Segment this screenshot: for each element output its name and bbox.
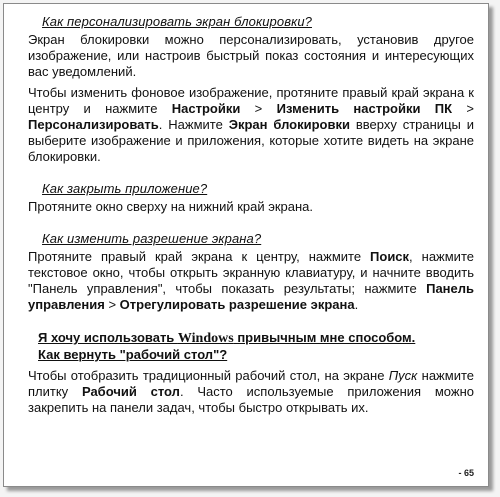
text-run: Windows bbox=[177, 331, 234, 346]
section-heading-desktop bbox=[28, 330, 474, 363]
page-number: - 65 bbox=[458, 468, 474, 478]
ui-term-settings: Настройки bbox=[171, 101, 241, 116]
question-heading-resolution: Как изменить разрешение экрана? bbox=[42, 231, 262, 246]
ui-term-control-panel: Панель управления bbox=[28, 281, 474, 312]
ui-term-change-pc-settings: Изменить настройки ПК bbox=[276, 101, 453, 116]
text-run: привычным мне способом. bbox=[233, 330, 416, 345]
section-heading-line-1 bbox=[38, 330, 474, 347]
paragraph-resolution bbox=[28, 249, 474, 313]
text-run: Чтобы изменить фоновое изображение, протяните правый край экрана к центру и нажмите bbox=[28, 85, 474, 116]
text-run: . Нажмите bbox=[158, 117, 229, 132]
text-run: нажмите плитку bbox=[28, 368, 474, 399]
text-run: . bbox=[354, 297, 359, 312]
document-page bbox=[3, 3, 489, 487]
text-run: вверху страницы и выберите изображение и приложения, которые хотите видеть на экране блокировки. bbox=[28, 117, 474, 164]
text-run: > bbox=[104, 297, 120, 312]
section-heading-line-2: Как вернуть "рабочий стол"? bbox=[38, 347, 228, 362]
paragraph-desktop bbox=[28, 368, 474, 416]
text-run: , нажмите текстовое окно, чтобы открыть экранную клавиатуру, и начните вводить "Панель управления", чтобы показать результаты; нажмите bbox=[28, 249, 474, 296]
ui-term-adjust-resolution: Отрегулировать разрешение экрана bbox=[119, 297, 355, 312]
question-heading-lock-screen: Как персонализировать экран блокировки? bbox=[42, 14, 312, 29]
paragraph-lock-screen-intro: Экран блокировки можно персонализировать, установив другое изображение, или настроив быстрый показ состояния и интересующих вас уведомлений. bbox=[28, 32, 474, 79]
text-run: > bbox=[452, 101, 474, 116]
paragraph-close-app: Протяните окно сверху на нижний край экрана. bbox=[28, 199, 314, 214]
ui-term-lock-screen: Экран блокировки bbox=[228, 117, 350, 132]
text-run: . Часто используемые приложения можно закрепить на панели задач, чтобы быстро открывать их. bbox=[28, 384, 474, 415]
ui-term-start: Пуск bbox=[388, 368, 418, 383]
ui-term-desktop-tile: Рабочий стол bbox=[81, 384, 180, 399]
ui-term-search: Поиск bbox=[370, 249, 410, 264]
text-run: Я хочу использовать bbox=[38, 330, 178, 345]
question-heading-close-app: Как закрыть приложение? bbox=[42, 181, 208, 196]
page-content bbox=[28, 14, 474, 416]
paragraph-lock-screen-steps bbox=[28, 85, 474, 165]
text-run: Чтобы отобразить традиционный рабочий стол, на экране bbox=[28, 368, 389, 383]
text-run: Протяните правый край экрана к центру, нажмите bbox=[28, 249, 371, 264]
text-run: > bbox=[240, 101, 277, 116]
ui-term-personalize: Персонализировать bbox=[28, 117, 159, 132]
